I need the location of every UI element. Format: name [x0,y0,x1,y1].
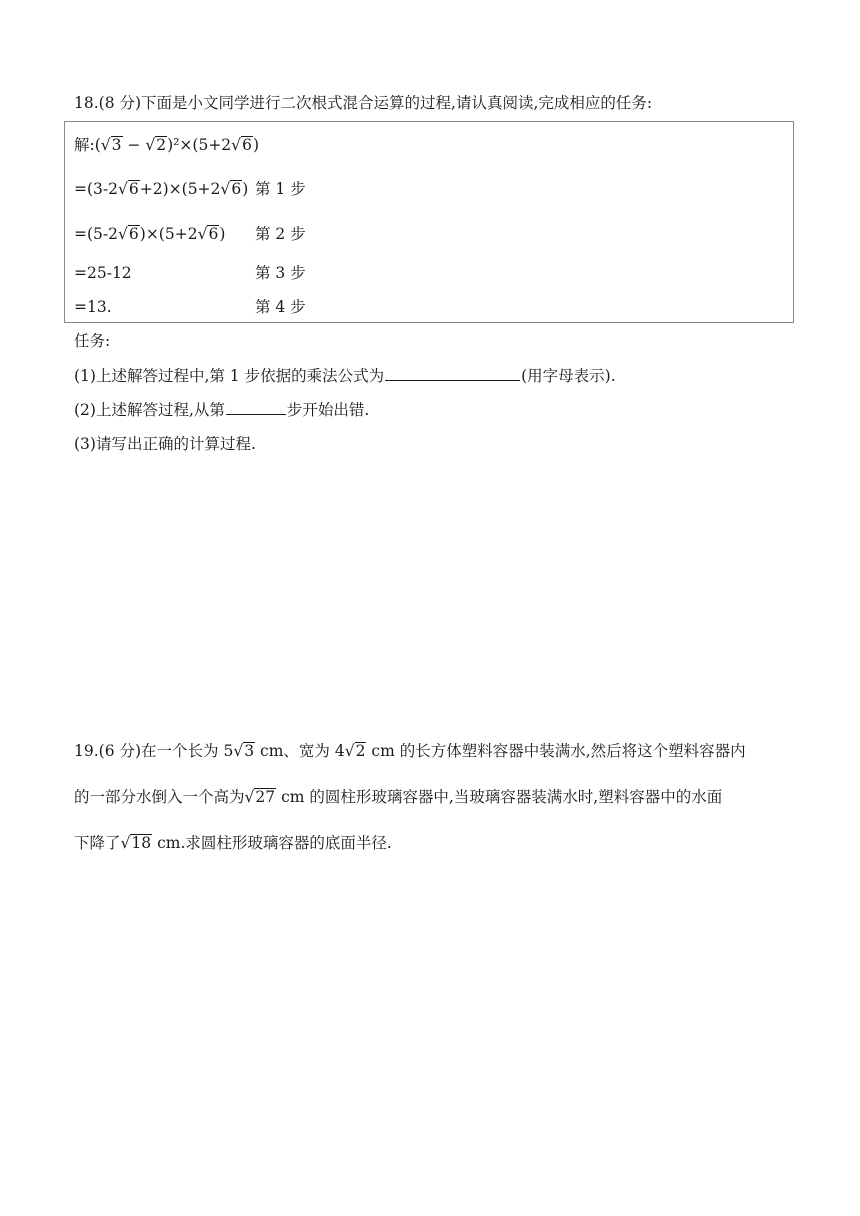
sqrt: √2 [145,136,167,154]
solution-line-2: =(5-2√6)×(5+2√6) [74,225,226,243]
step-label-4: 第 4 步 [255,298,306,316]
step-label-3: 第 3 步 [255,264,306,282]
sqrt: √6 [220,180,242,198]
solution-line-4: =13. [74,298,112,316]
solution-line-1: =(3-2√6+2)×(5+2√6) [74,180,249,198]
q19-line-3: 下降了√18 cm.求圆柱形玻璃容器的底面半径. [74,834,392,852]
sqrt: √6 [118,225,139,243]
task-3: (3)请写出正确的计算过程. [74,435,256,453]
q19-line-1: 19.(6 分)在一个长为 5√3 cm、宽为 4√2 cm 的长方体塑料容器中装满水,然后将这个塑料容器内 [74,742,746,760]
step-label-1: 第 1 步 [255,180,306,198]
sqrt: √6 [231,136,252,154]
sqrt: √6 [197,225,219,243]
step-label-2: 第 2 步 [255,225,306,243]
sqrt: √27 [244,788,276,806]
sqrt: √6 [118,180,139,198]
solution-line-0: 解:(√3 − √2)²×(5+2√6) [74,136,259,154]
sqrt: √2 [344,742,366,760]
task-title: 任务: [74,332,111,350]
answer-blank-2[interactable] [226,400,286,415]
sqrt: √3 [100,136,122,154]
q18-header: 18.(8 分)下面是小文同学进行二次根式混合运算的过程,请认真阅读,完成相应的任务: [74,94,653,112]
sqrt: √18 [120,834,152,852]
answer-blank-1[interactable] [385,366,520,381]
task-1: (1)上述解答过程中,第 1 步依据的乘法公式为 (用字母表示). [74,367,616,385]
q19-line-2: 的一部分水倒入一个高为√27 cm 的圆柱形玻璃容器中,当玻璃容器装满水时,塑料容器中的水面 [74,788,723,806]
sqrt: √3 [233,742,255,760]
solution-line-3: =25-12 [74,264,132,282]
task-2: (2)上述解答过程,从第 步开始出错. [74,401,370,419]
